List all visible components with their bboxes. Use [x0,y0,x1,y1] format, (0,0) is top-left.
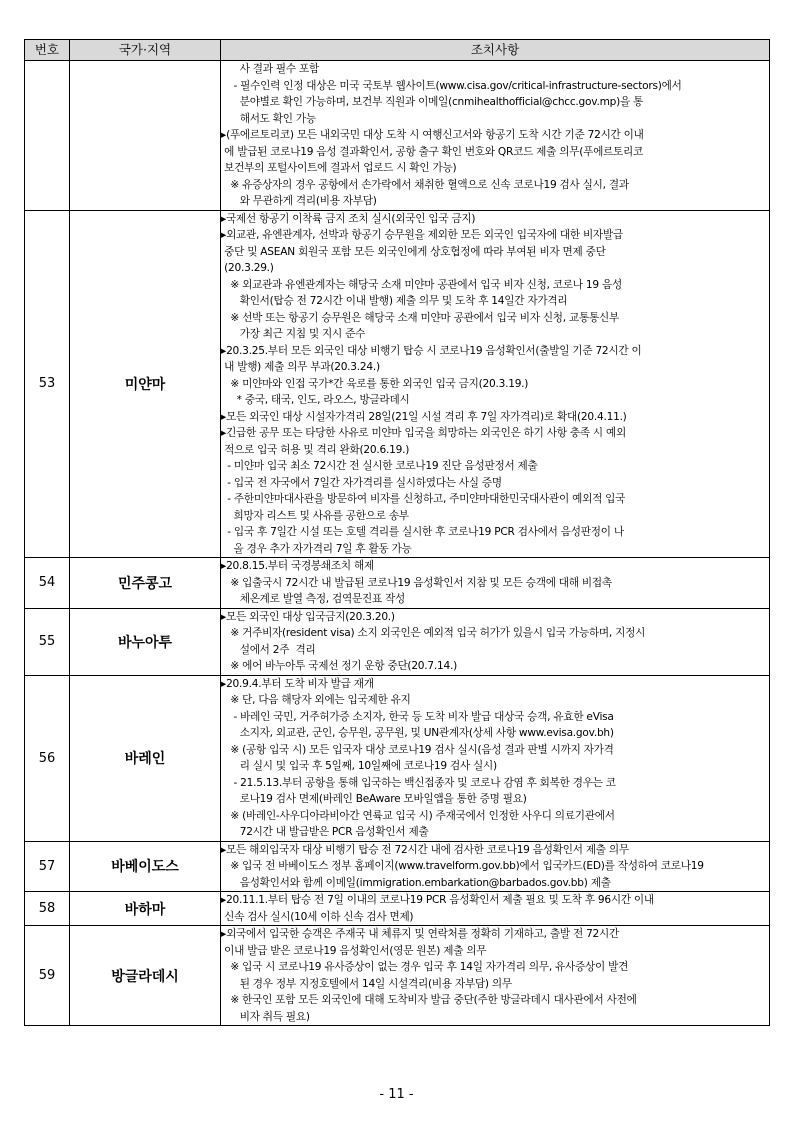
measure-line: 된 경우 정부 지정호텔에서 14일 시설격리(비용 자부담) 의무 [221,977,512,990]
measure-line: ※ 선박 또는 항공기 승무원은 해당국 소재 미얀마 공관에서 입국 비자 신청, 교통통신부 [221,311,619,324]
measure-line: 해서도 확인 가능 [221,112,316,125]
measure-line: 적으로 입국 허용 및 격리 완화(20.6.19.) [221,443,410,456]
measure-line: * 중국, 태국, 인도, 라오스, 방글라데시 [221,394,410,406]
measure-line: 소지자, 외교관, 군인, 승무원, 공무원, 및 UN관계자(상세 사항 www.evisa.gov.bh) [221,727,614,739]
measure-line: 가장 최근 지침 및 지시 준수 [221,328,366,340]
measures-cell [221,61,770,211]
country-name: 방글라데시 [70,926,221,1026]
page-number: - 11 - [379,1087,414,1102]
measure-line: 내 발행) 제출 의무 부과(20.3.24.) [221,361,380,373]
measure-line: ▸20.8.15.부터 국경봉쇄조치 해제 [221,560,374,572]
measure-line: 비자 취득 필요) [221,1010,310,1023]
measure-line: ※ (바레인-사우디아라비아간 연륙교 입국 시) 주재국에서 인정한 사우디 의료기관에서 [221,809,615,822]
table-row [25,558,770,609]
measure-line: - 미얀마 입국 최소 72시간 전 실시한 코로나19 진단 음성판정서 제출 [221,460,538,472]
measure-line: 사 결과 필수 포함 [221,63,319,75]
row-number: 53 [25,210,70,558]
measure-line: 신속 검사 실시(10세 이하 신속 검사 면제) [221,910,414,923]
measures-cell [221,210,770,558]
row-number [25,61,70,211]
measure-line: ▸(푸에르토리코) 모든 내외국민 대상 도착 시 여행신고서와 항공기 도착 시간 기준 72시간 이내 [221,129,644,141]
measure-line: ※ 거주비자(resident visa) 소지 외국인은 예외적 입국 허가가 있을시 입국 가능하며, 지정시 [221,627,646,639]
measure-line: ※ 단, 다음 해당자 외에는 입국제한 유지 [221,694,411,706]
measures-cell [221,558,770,609]
measure-line: - 바레인 국민, 거주허가증 소지자, 한국 등 도착 비자 발급 대상국 승객, 유효한 eVisa [221,710,614,723]
measure-line: 에 발급된 코로나19 음성 결과확인서, 공항 출구 확인 번호와 QR코드 제출 의무(푸에르토리코 [221,145,644,158]
table-row [25,892,770,926]
measure-line: ※ 외교관과 유엔관계자는 해당국 소재 미얀마 공관에서 입국 비자 신청, 코로나 19 음성 [221,278,622,291]
header-measures: 조치사항 [221,40,770,61]
measure-line: ※ 입출국시 72시간 내 발급된 코로나19 음성확인서 지참 및 모든 승객에 대해 비접촉 [221,576,612,589]
measure-line: ▸모든 외국인 대상 입국금지(20.3.20.) [221,610,395,623]
country-name: 미얀마 [70,210,221,558]
measures-cell [221,892,770,926]
measures-cell [221,841,770,892]
row-number: 56 [25,675,70,841]
table-header-row [25,40,770,61]
measure-line: - 입국 후 7일간 시설 또는 호텔 격리를 실시한 후 코로나19 PCR 검사에서 음성판정이 나 [221,526,624,538]
measure-line: 음성확인서와 함께 이메일(immigration.embarkation@barbados.gov.bb) 제출 [221,876,611,889]
measure-line: - 21.5.13.부터 공항을 통해 입국하는 백신접종자 및 코로나 감염 후 회복한 경우는 코 [221,776,616,789]
measure-line: 로나19 검사 면제(바레인 BeAware 모바일앱을 통한 증명 필요) [221,793,527,805]
measure-line: ▸국제선 항공기 이착륙 금지 조치 실시(외국인 입국 금지) [221,212,476,225]
measures-cell [221,926,770,1026]
table-row [25,926,770,1026]
row-number: 59 [25,926,70,1026]
measure-line: 설에서 2주 격리 [221,643,316,656]
measure-line: 이내 발급 받은 코로나19 음성확인서(영문 원본) 제출 의무 [221,944,487,957]
measure-line: 중단 및 ASEAN 회원국 포함 모든 외국인에게 상호협정에 따라 부여된 비자 면제 중단 [221,245,606,258]
measure-line: ▸20.9.4.부터 도착 비자 발급 재개 [221,677,374,690]
measure-line: ※ 유증상자의 경우 공항에서 손가락에서 채취한 혈액으로 신속 코로나19 검사 실시, 결과 [221,178,629,191]
measure-line: 체온계로 발열 측정, 검역문진표 작성 [221,593,406,605]
measure-line: ▸모든 해외입국자 대상 비행기 탑승 전 72시간 내에 검사한 코로나19 음성확인서 제출 의무 [221,843,629,856]
measure-line: ▸외국에서 입국한 승객은 주재국 내 체류지 및 연락처를 정확히 기재하고, 출발 전 72시간 [221,928,620,940]
measure-line: ※ (공항 입국 시) 모든 입국자 대상 코로나19 검사 실시(음성 결과 판별 시까지 자가격 [221,743,614,756]
measure-line: ▸모든 외국인 대상 시설자가격리 28일(21일 시설 격리 후 7일 자가격리)로 확대(20.4.11.) [221,410,627,423]
country-name: 민주콩고 [70,558,221,609]
row-number: 58 [25,892,70,926]
measure-line: 와 무관하게 격리(비용 자부담) [221,195,377,207]
measure-line: 확인서(탑승 전 72시간 이내 발행) 제출 의무 및 도착 후 14일간 자가격리 [221,295,568,307]
measure-line: ▸20.11.1.부터 탑승 전 7일 이내의 코로나19 PCR 음성확인서 제출 필요 및 도착 후 96시간 이내 [221,894,654,906]
table-row [25,608,770,675]
measure-line: 리 실시 및 입국 후 5일째, 10일째에 코로나19 검사 실시) [221,760,497,772]
measure-line: ▸긴급한 공무 또는 타당한 사유로 미얀마 입국을 희망하는 외국인은 하기 사항 충족 시 예외 [221,427,626,439]
row-number: 57 [25,841,70,892]
table-row [25,841,770,892]
measure-line: ※ 입국 전 바베이도스 정부 홈페이지(www.travelform.gov.bb)에서 입국카드(ED)를 작성하여 코로나19 [221,860,704,872]
header-num: 번호 [25,40,70,61]
measure-line: ※ 한국인 포함 모든 외국인에 대해 도착비자 발급 중단(주한 방글라데시 대사관에서 사전에 [221,994,637,1006]
measure-line: (20.3.29.) [221,262,274,274]
measure-line: - 입국 전 자국에서 7일간 자가격리를 실시하였다는 사실 증명 [221,476,502,489]
measures-cell [221,608,770,675]
header-country: 국가·지역 [70,40,221,61]
measure-line: ※ 미얀마와 인접 국가*간 육로를 통한 외국인 입국 금지(20.3.19.) [221,377,529,390]
measures-cell [221,675,770,841]
measure-line: ▸외교관, 유엔관계자, 선박과 항공기 승무원을 제외한 모든 외국인 입국자에 대한 비자발급 [221,229,623,241]
measure-line: - 주한미얀마대사관을 방문하여 비자를 신청하고, 주미얀마대한민국대사관이 예외적 입국 [221,493,626,505]
table-row [25,210,770,558]
measures-table [24,39,770,1026]
table-row [25,675,770,841]
country-name [70,61,221,211]
measure-line: 희망자 리스트 및 사유를 공한으로 송부 [221,509,409,522]
measure-line: ※ 에어 바누아투 국제선 정기 운항 중단(20.7.14.) [221,660,458,672]
country-name: 바누아투 [70,608,221,675]
measure-line: 72시간 내 발급받은 PCR 음성확인서 제출 [221,826,429,838]
row-number: 55 [25,608,70,675]
country-name: 바베이도스 [70,841,221,892]
row-number: 54 [25,558,70,609]
measure-line: - 필수인력 인정 대상은 미국 국토부 웹사이트(www.cisa.gov/critical-infrastructure-sectors)에서 [221,79,682,92]
measure-line: 분야별로 확인 가능하며, 보건부 직원과 이메일(cnmihealthofficial@chcc.gov.mp)을 통 [221,96,644,108]
table-row [25,61,770,211]
measure-line: 올 경우 추가 자가격리 7일 후 활동 가능 [221,542,412,555]
measure-line: 보건부의 포털사이트에 결과서 업로드 시 확인 가능) [221,162,457,174]
measure-line: ※ 입국 시 코로나19 유사증상이 없는 경우 입국 후 14일 자가격리 의무, 유사증상이 발견 [221,961,629,973]
country-name: 바레인 [70,675,221,841]
measure-line: ▸20.3.25.부터 모든 외국인 대상 비행기 탑승 시 코로나19 음성확인서(출발일 기준 72시간 이 [221,344,642,357]
country-name: 바하마 [70,892,221,926]
